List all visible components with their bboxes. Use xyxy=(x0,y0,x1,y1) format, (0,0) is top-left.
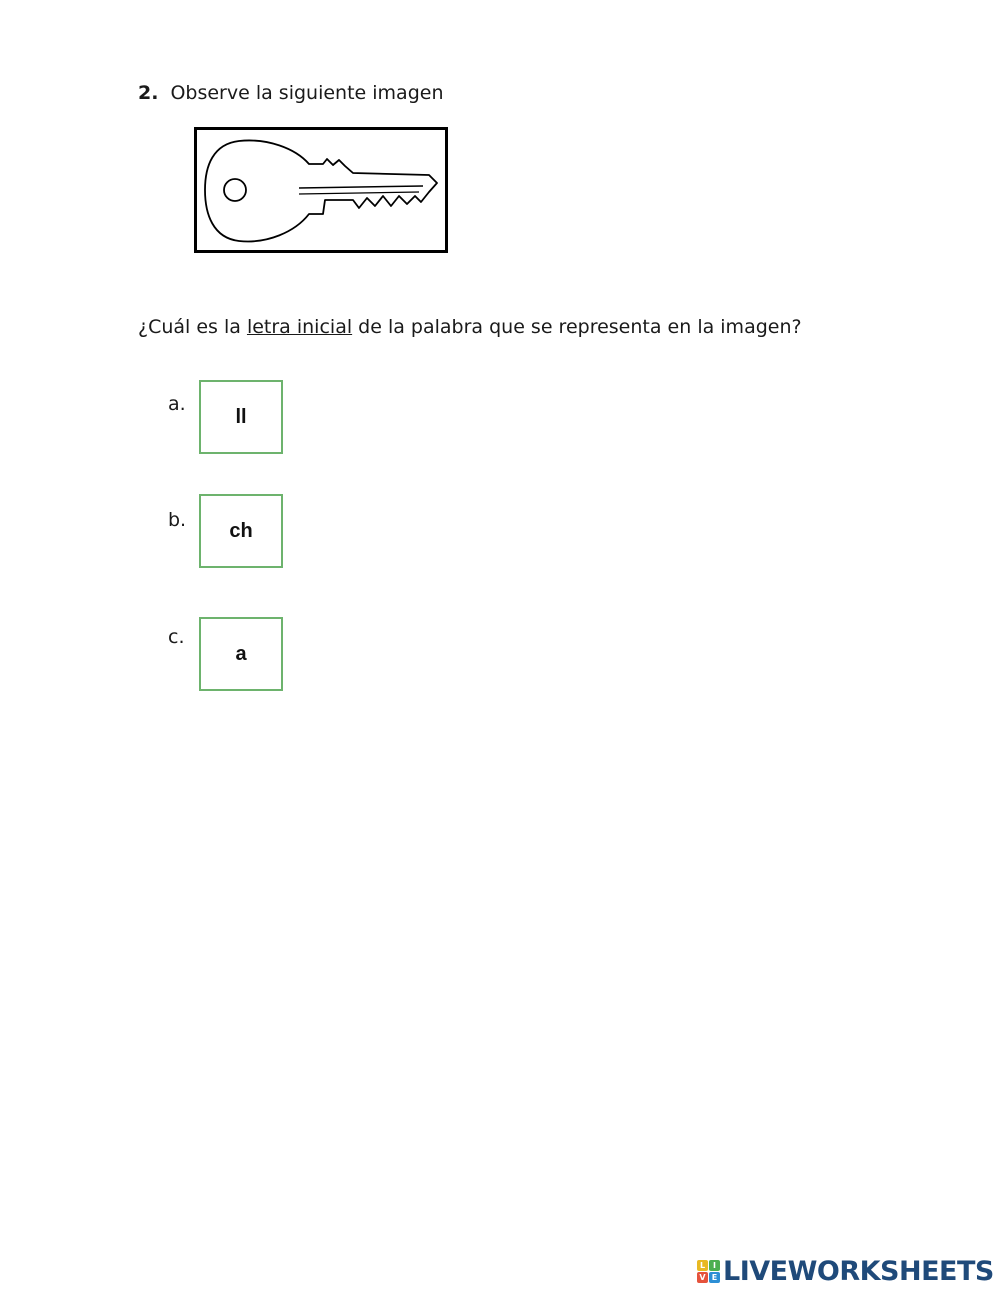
logo-mark-icon xyxy=(697,1260,720,1283)
option-c-value: a xyxy=(235,642,247,665)
question-number: 2. xyxy=(138,82,159,104)
key-icon xyxy=(197,130,445,250)
option-c-letter: c. xyxy=(168,626,185,648)
option-b-box[interactable] xyxy=(199,494,283,568)
option-a-value: ll xyxy=(235,405,247,428)
prompt-text-before: ¿Cuál es la xyxy=(138,316,247,338)
logo-mark-letter: I xyxy=(709,1260,720,1271)
prompt-text-after: de la palabra que se representa en la imagen? xyxy=(352,316,802,338)
option-a-box[interactable] xyxy=(199,380,283,454)
question-header xyxy=(138,82,444,104)
logo-text: LIVEWORKSHEETS xyxy=(723,1255,994,1287)
option-b-letter: b. xyxy=(168,509,187,531)
question-prompt xyxy=(138,316,802,338)
question-instruction: Observe la siguiente imagen xyxy=(170,82,444,104)
logo-mark-letter: L xyxy=(697,1260,708,1271)
option-b-value: ch xyxy=(229,519,253,542)
option-c-box[interactable] xyxy=(199,617,283,691)
logo-mark-letter: V xyxy=(697,1272,708,1283)
prompt-underlined-text: letra inicial xyxy=(246,316,353,338)
option-a-letter: a. xyxy=(168,393,186,415)
logo-mark-letter: E xyxy=(709,1272,720,1283)
liveworksheets-logo xyxy=(697,1256,994,1286)
question-image xyxy=(194,127,448,253)
